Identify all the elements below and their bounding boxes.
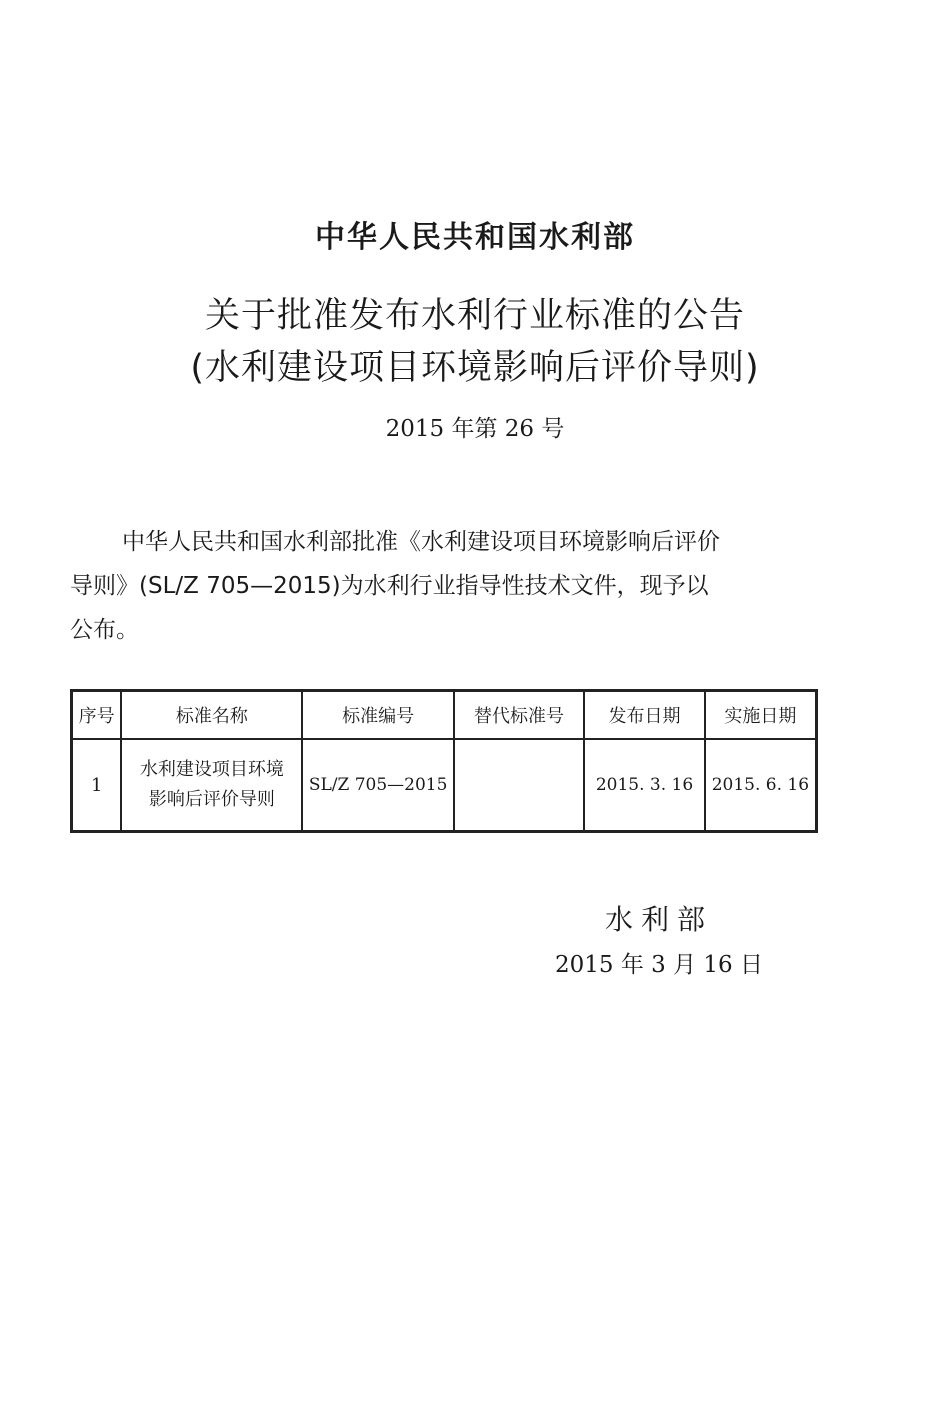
cell-standard-code: SL/Z 705—2015	[302, 739, 453, 832]
cell-replaced-code	[454, 739, 584, 832]
signature-date: 2015 年 3 月 16 日	[555, 952, 763, 978]
header-index: 序号	[72, 691, 122, 740]
header-effective-date: 实施日期	[705, 691, 817, 740]
announcement-subtitle: (水利建设项目环境影响后评价导则)	[190, 348, 760, 388]
issuing-organization: 中华人民共和国水利部	[315, 220, 635, 255]
cell-effective-date: 2015. 6. 16	[705, 739, 817, 832]
cell-publish-date: 2015. 3. 16	[584, 739, 705, 832]
cell-standard-name-line-2: 影响后评价导则	[148, 789, 275, 810]
header-replaced-code: 替代标准号	[454, 691, 584, 740]
header-standard-name: 标准名称	[121, 691, 302, 740]
body-paragraph-line-3: 公布。	[70, 617, 139, 643]
document-number: 2015 年第 26 号	[385, 416, 565, 442]
table-row	[72, 739, 817, 832]
cell-standard-name	[121, 739, 302, 832]
header-standard-code: 标准编号	[302, 691, 453, 740]
body-paragraph-line-1: 中华人民共和国水利部批准《水利建设项目环境影响后评价	[122, 529, 720, 555]
cell-index: 1	[72, 739, 122, 832]
cell-standard-name-line-1: 水利建设项目环境	[139, 759, 284, 780]
table-header-row	[72, 691, 817, 740]
body-paragraph-line-2: 导则》(SL/Z 705—2015)为水利行业指导性技术文件，现予以	[70, 573, 709, 599]
announcement-title: 关于批准发布水利行业标准的公告	[204, 296, 745, 336]
standards-table	[70, 689, 818, 833]
signature-organization: 水利部	[605, 903, 714, 936]
header-publish-date: 发布日期	[584, 691, 705, 740]
